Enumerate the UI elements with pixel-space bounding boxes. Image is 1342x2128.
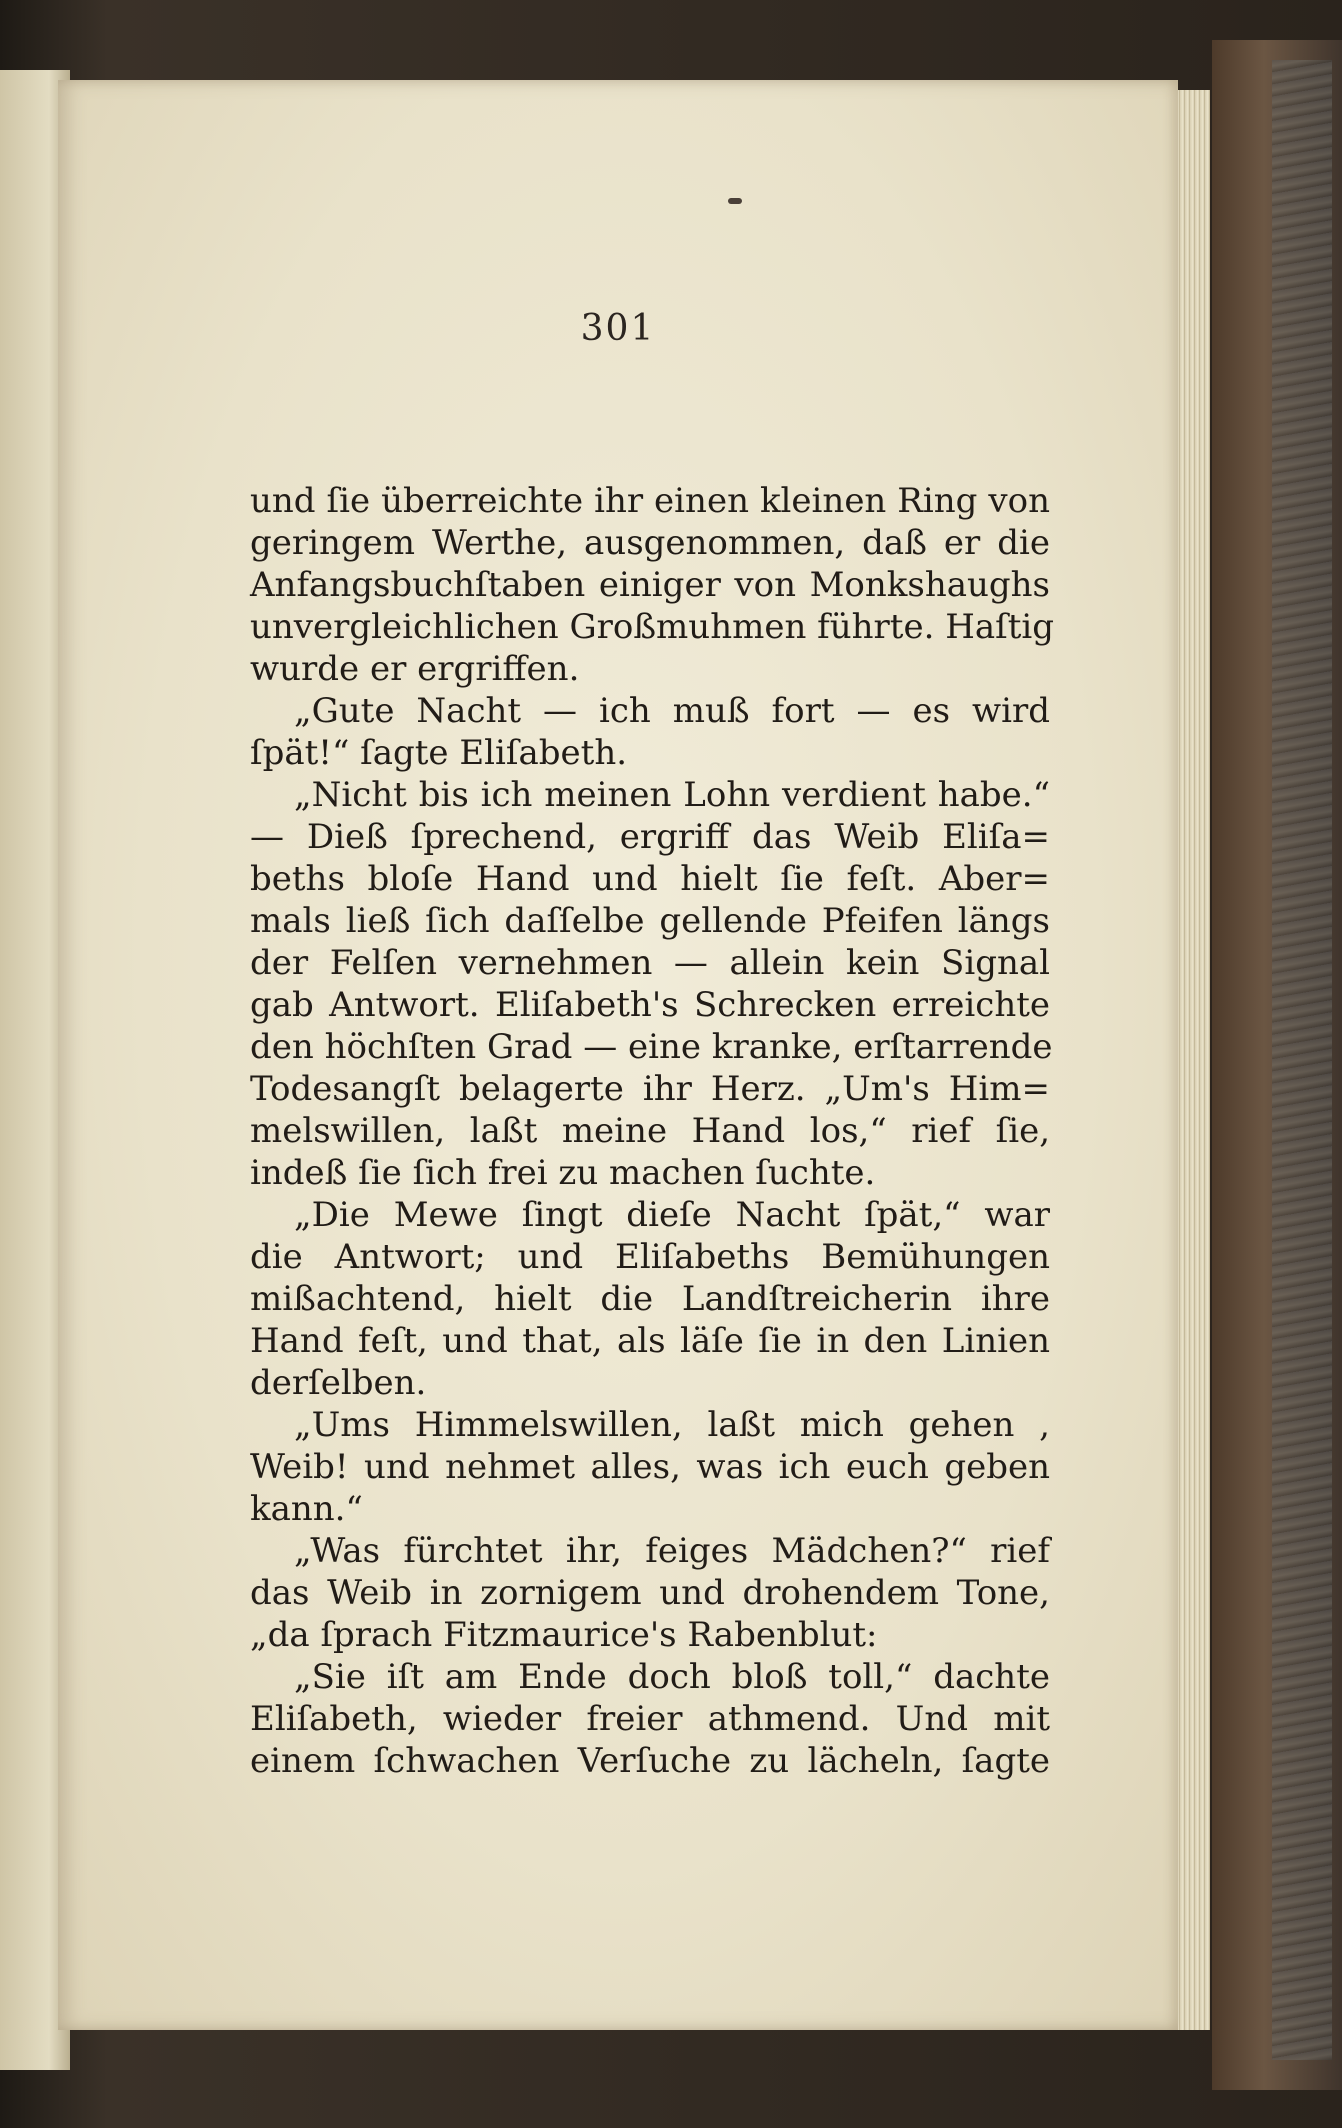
text-line: „da ſprach Fitzmaurice's Rabenblut: <box>250 1615 878 1655</box>
text-line: einem ſchwachen Verſuche zu lächeln, ſagte <box>250 1741 1050 1781</box>
text-line: „Die Mewe ſingt dieſe Nacht ſpät,“ war <box>294 1195 1050 1235</box>
text-line: mals ließ ſich daſſelbe gellende Pfeifen längs <box>250 901 1050 941</box>
text-line: melswillen, laßt meine Hand los,“ rief ſie, <box>250 1111 1050 1151</box>
page-number: 301 <box>580 308 656 349</box>
text-line: derſelben. <box>250 1363 427 1403</box>
text-line: indeß ſie ſich frei zu machen ſuchte. <box>250 1153 876 1193</box>
text-line: kann.“ <box>250 1489 363 1529</box>
text-line: gab Antwort. Eliſabeth's Schrecken erreichte <box>250 985 1050 1025</box>
text-line: — Dieß ſprechend, ergriff das Weib Eliſa= <box>250 817 1050 857</box>
text-line: das Weib in zornigem und drohendem Tone, <box>250 1573 1050 1613</box>
text-line: Todesangſt belagerte ihr Herz. „Um's Him= <box>250 1069 1050 1109</box>
text-line: „Sie iſt am Ende doch bloß toll,“ dachte <box>294 1657 1050 1697</box>
text-line: ſpät!“ ſagte Eliſabeth. <box>250 733 628 773</box>
text-line: „Ums Himmelswillen, laßt mich gehen , <box>294 1405 1050 1445</box>
text-line: Anfangsbuchſtaben einiger von Monkshaughs <box>250 565 1050 605</box>
text-line: Weib! und nehmet alles, was ich euch geben <box>250 1447 1050 1487</box>
text-line: „Nicht bis ich meinen Lohn verdient habe.“ <box>294 775 1050 815</box>
book-cover-board <box>1212 40 1342 2090</box>
book-page <box>58 80 1178 2030</box>
text-line: wurde er ergriffen. <box>250 649 580 689</box>
text-line: geringem Werthe, ausgenommen, daß er die <box>250 523 1050 563</box>
text-line: unvergleichlichen Großmuhmen führte. Haſtig <box>250 607 1054 647</box>
text-line: mißachtend, hielt die Landſtreicherin ihre <box>250 1279 1050 1319</box>
text-line: Hand feſt, und that, als läſe ſie in den Linien <box>250 1321 1050 1361</box>
text-line: den höchſten Grad — eine kranke, erſtarrende <box>250 1027 1053 1067</box>
text-line: und ſie überreichte ihr einen kleinen Ring von <box>250 481 1050 521</box>
text-line: „Was fürchtet ihr, feiges Mädchen?“ rief <box>294 1531 1050 1571</box>
text-line: beths bloſe Hand und hielt ſie feſt. Aber= <box>250 859 1050 899</box>
text-line: die Antwort; und Eliſabeths Bemühungen <box>250 1237 1050 1277</box>
text-line: „Gute Nacht — ich muß fort — es wird <box>294 691 1050 731</box>
body-text <box>250 480 1054 1782</box>
ink-speck <box>728 198 742 204</box>
text-line: der Felſen vernehmen — allein kein Signal <box>250 943 1050 983</box>
text-line: Eliſabeth, wieder freier athmend. Und mit <box>250 1699 1050 1739</box>
